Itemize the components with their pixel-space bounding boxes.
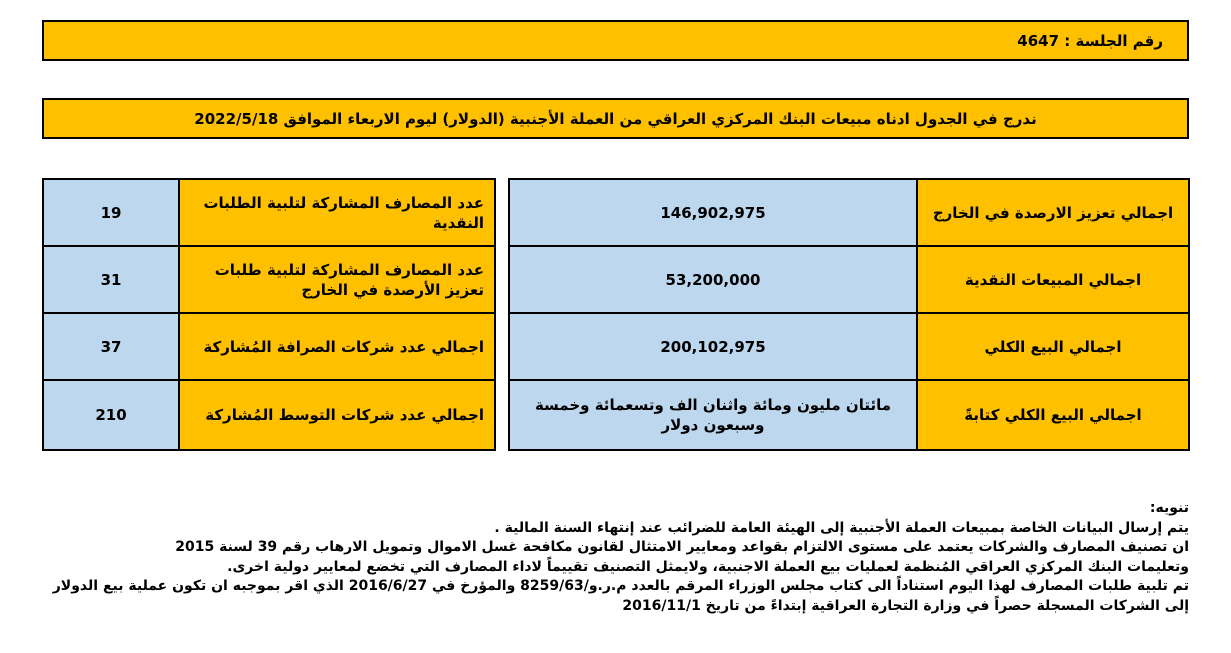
count-label: اجمالي عدد شركات التوسط المُشاركة <box>179 380 495 450</box>
table-row <box>509 246 1189 313</box>
sales-label: اجمالي تعزيز الارصدة في الخارج <box>917 179 1189 246</box>
note-line: وتعليمات البنك المركزي العراقي المُنظمة لعمليات بيع العملة الاجنبية، ولايمثل التصنيف تقييماً لاداء المصارف التي تخضع لمعايير دولية اخرى. <box>227 558 1189 575</box>
sales-value: 53,200,000 <box>509 246 917 313</box>
notes-title: تنويه: <box>1149 500 1189 516</box>
count-value: 37 <box>43 313 179 380</box>
session-number: رقم الجلسة : 4647 <box>42 20 1189 61</box>
note-line: تم تلبية طلبات المصارف لهذا اليوم استناداً الى كتاب مجلس الوزراء المرقم بالعدد م.ر.و/8259/63 والمؤرخ في 2016/6/27 الذي اقر بموجبه ان تكون عملية بيع الدولار <box>52 578 1189 594</box>
count-label: اجمالي عدد شركات الصرافة المُشاركة <box>179 313 495 380</box>
count-value: 31 <box>43 246 179 313</box>
sales-value: 200,102,975 <box>509 313 917 380</box>
page-header <box>42 98 1189 139</box>
count-value: 19 <box>43 179 179 246</box>
table-row <box>509 313 1189 380</box>
table-row <box>43 179 495 246</box>
table-row <box>509 380 1189 450</box>
sales-value: مائتان مليون ومائة واثنان الف وتسعمائة وخمسة وسبعون دولار <box>509 380 917 450</box>
notes-section <box>42 499 1189 616</box>
header-text: ندرج في الجدول ادناه مبيعات البنك المركزي العراقي من العملة الأجنبية (الدولار) ليوم الاربعاء الموافق 2022/5/18 <box>194 109 1037 128</box>
table-row <box>43 313 495 380</box>
table-row <box>43 246 495 313</box>
sales-label: اجمالي البيع الكلي كتابةً <box>917 380 1189 450</box>
note-line: إلى الشركات المسجلة حصراً في وزارة التجارة العراقية إبتداءً من تاريخ 2016/11/1 <box>622 597 1189 614</box>
counts-table <box>42 178 496 451</box>
sales-value: 146,902,975 <box>509 179 917 246</box>
count-value: 210 <box>43 380 179 450</box>
note-line: ان تصنيف المصارف والشركات يعتمد على مستوى الالتزام بقواعد ومعايير الامتثال لقانون مكافحة غسل الاموال وتمويل الارهاب رقم 39 لسنة 2015 <box>175 539 1189 555</box>
table-row <box>43 380 495 450</box>
note-line: يتم إرسال البيانات الخاصة بمبيعات العملة الأجنبية إلى الهيئة العامة للضرائب عند إنتهاء السنة المالية . <box>494 519 1189 536</box>
sales-label: اجمالي المبيعات النقدية <box>917 246 1189 313</box>
sales-table <box>508 178 1190 451</box>
sales-label: اجمالي البيع الكلي <box>917 313 1189 380</box>
count-label: عدد المصارف المشاركة لتلبية طلبات تعزيز الأرصدة في الخارج <box>179 246 495 313</box>
table-row <box>509 179 1189 246</box>
count-label: عدد المصارف المشاركة لتلبية الطلبات النقدية <box>179 179 495 246</box>
